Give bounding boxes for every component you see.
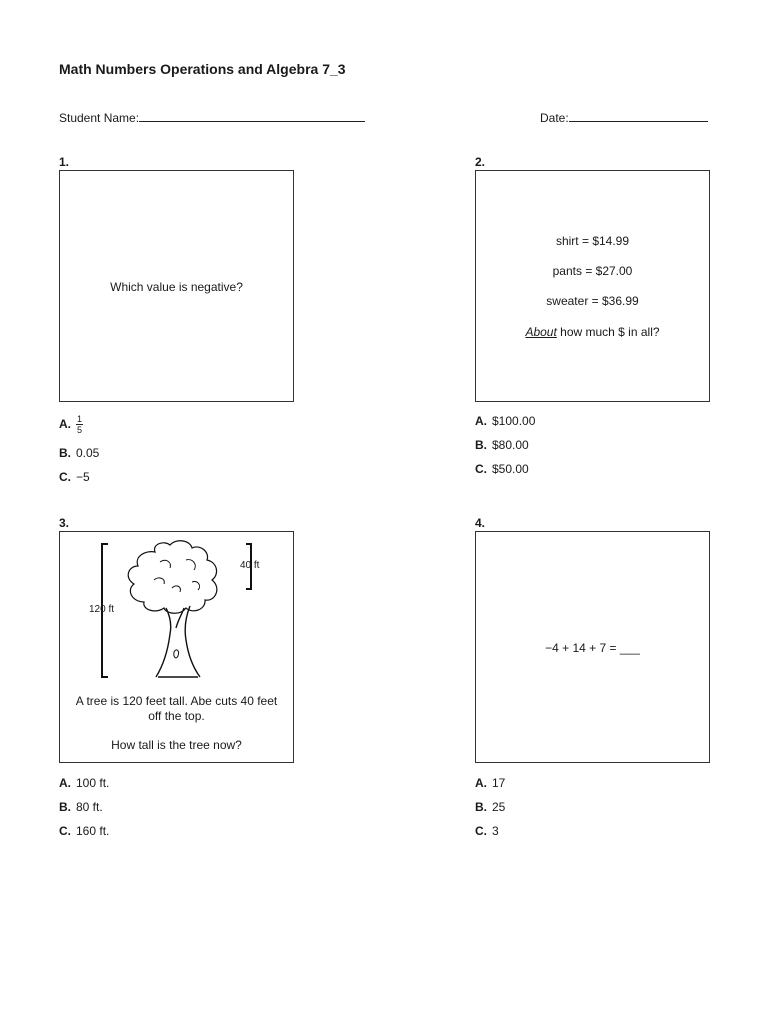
option-text: 100 ft.	[76, 776, 110, 790]
option-text: $80.00	[492, 438, 529, 452]
question-4-option-c[interactable]	[475, 824, 499, 838]
question-4-box	[475, 531, 710, 763]
option-letter: C.	[59, 470, 71, 484]
question-1-box	[59, 170, 294, 402]
option-text: 25	[492, 800, 506, 814]
date-label: Date:	[540, 111, 569, 125]
price-line-sweater: sweater = $36.99	[546, 294, 639, 308]
question-3-option-b[interactable]	[59, 800, 103, 814]
question-3-statement-line-1: A tree is 120 feet tall. Abe cuts 40 feet	[75, 694, 278, 708]
price-line-pants: pants = $27.00	[552, 264, 633, 278]
option-text: $100.00	[492, 414, 536, 428]
option-letter: C.	[475, 462, 487, 476]
question-4-expression: −4 + 14 + 7 = ___	[545, 641, 640, 655]
option-text: 80 ft.	[76, 800, 103, 814]
fraction-numerator: 1	[77, 414, 83, 424]
question-4-option-b[interactable]	[475, 800, 505, 814]
question-1-prompt: Which value is negative?	[110, 280, 243, 294]
option-letter: B.	[59, 446, 71, 460]
question-2-option-a[interactable]	[475, 414, 535, 428]
question-3-option-a[interactable]	[59, 776, 109, 790]
question-3-number: 3.	[59, 516, 70, 530]
option-letter: A.	[59, 776, 71, 790]
question-2-option-b[interactable]	[475, 438, 529, 452]
question-2-option-c[interactable]	[475, 462, 529, 476]
question-3-box	[59, 531, 294, 763]
question-1-option-c[interactable]	[59, 470, 90, 484]
option-letter: C.	[475, 824, 487, 838]
option-letter: A.	[475, 776, 487, 790]
question-3-option-c[interactable]	[59, 824, 109, 838]
option-letter: B.	[475, 438, 487, 452]
question-4-number: 4.	[475, 516, 486, 530]
option-text: 0.05	[76, 446, 100, 460]
about-word: About	[525, 325, 557, 339]
question-2-prompt	[476, 325, 709, 339]
option-text: −5	[76, 470, 90, 484]
option-letter: A.	[59, 416, 71, 431]
option-text: 160 ft.	[76, 824, 110, 838]
question-1-option-a[interactable]	[59, 414, 83, 435]
question-2-number: 2.	[475, 155, 486, 169]
tree-height-label: 120 ft	[89, 604, 115, 615]
fraction-denominator: 5	[77, 425, 83, 435]
question-2-prompt-rest: how much $ in all?	[556, 325, 660, 339]
worksheet-title: Math Numbers Operations and Algebra 7_3	[59, 61, 346, 77]
question-4-option-a[interactable]	[475, 776, 505, 790]
date-line[interactable]	[569, 109, 708, 122]
option-text: $50.00	[492, 462, 529, 476]
question-1-option-b[interactable]	[59, 446, 99, 460]
question-3-prompt: How tall is the tree now?	[111, 738, 242, 752]
question-3-statement-line-2: off the top.	[148, 709, 205, 723]
option-letter: B.	[59, 800, 71, 814]
student-name-field	[59, 109, 365, 125]
cut-length-label: 40 ft	[240, 560, 260, 571]
option-text: 17	[492, 776, 506, 790]
question-2-box	[475, 170, 710, 402]
option-letter: C.	[59, 824, 71, 838]
student-name-line[interactable]	[139, 109, 365, 122]
option-letter: A.	[475, 414, 487, 428]
question-1-number: 1.	[59, 155, 70, 169]
option-text: 3	[492, 824, 499, 838]
fraction	[76, 414, 83, 435]
price-line-shirt: shirt = $14.99	[555, 234, 630, 248]
option-letter: B.	[475, 800, 487, 814]
date-field	[540, 109, 708, 125]
student-name-label: Student Name:	[59, 111, 140, 125]
